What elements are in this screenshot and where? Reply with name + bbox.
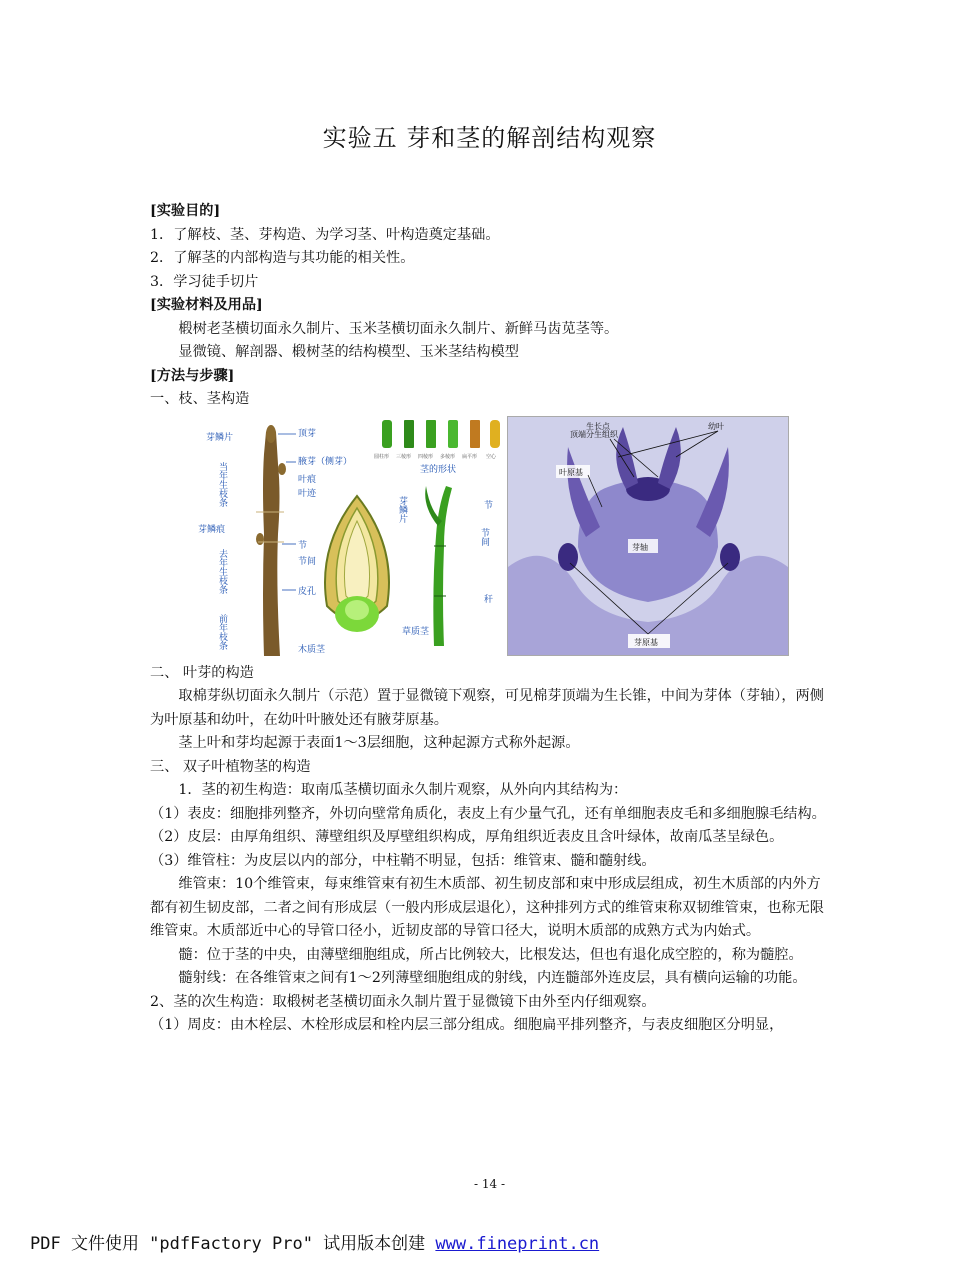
body-paragraph: （1）表皮：细胞排列整齐，外切向壁常角质化，表皮上有少量气孔，还有单细胞表皮毛和多细胞腺毛结构。 <box>150 805 826 822</box>
body-paragraph: 维管束：10个维管束，每束维管束有初生木质部、初生韧皮部和束中形成层组成，初生木质部的内外方都有初生韧皮部，二者之间有形成层（一般内形成层退化），这种排列方式的维管束称双韧维管束，也称无限维管束。木质部近中心的导管口径小，近韧皮部的导管口径大，说明木质部的成熟方式为内始式。 <box>150 876 824 939</box>
twig-label: 腋芽（侧芽） <box>298 456 353 467</box>
methods-heading: [方法与步骤] <box>150 367 235 384</box>
purpose-heading: [实验目的] <box>150 203 221 219</box>
shapes-caption: 茎的形状 <box>420 464 457 475</box>
twig-label: 叶迹 <box>298 488 317 499</box>
purpose-item: 3．学习徒手切片 <box>150 273 259 290</box>
twig-label: 节 <box>298 540 308 551</box>
pdf-footer <box>30 1229 599 1254</box>
body-paragraph: 三、 双子叶植物茎的构造 <box>150 758 311 775</box>
micro-label: 芽轴 <box>632 542 648 552</box>
purpose-item: 1．了解枝、茎、芽构造、为学习茎、叶构造奠定基础。 <box>150 226 500 243</box>
twig-label: 皮孔 <box>298 586 317 597</box>
micro-label: 芽原基 <box>634 637 658 647</box>
twig-label: 顶芽 <box>298 428 317 439</box>
stem-shapes-figure <box>372 416 507 652</box>
twig-label: 芽鳞痕 <box>198 524 226 535</box>
micro-label: 叶原基 <box>559 467 583 477</box>
footer-link[interactable]: www.fineprint.cn <box>435 1234 600 1254</box>
shape-sub-label: 三棱形 <box>396 453 412 460</box>
shape-sub-label: 圆柱形 <box>374 453 390 460</box>
body-paragraph: 髓射线：在各维管束之间有1～2列薄壁细胞组成的射线，内连髓部外连皮层，具有横向运输的功能。 <box>178 970 807 986</box>
page-title: 实验五 芽和茎的解剖结构观察 <box>322 124 657 152</box>
shape-sub-label: 多棱形 <box>440 453 456 460</box>
body-paragraph: （3）维管柱：为皮层以内的部分，中柱鞘不明显，包括：维管束、髓和髓射线。 <box>150 852 656 869</box>
shape-sub-label: 空心 <box>486 453 497 460</box>
body-paragraph: （2）皮层：由厚角组织、薄壁组织及厚壁组织构成，厚角组织近表皮且含叶绿体，故南瓜茎呈绿色。 <box>150 829 784 845</box>
shapes-label: 草质茎 <box>402 626 430 637</box>
twig-label: 前年枝条 <box>217 613 227 650</box>
footer-text: PDF 文件使用 "pdfFactory Pro" 试用版本创建 <box>30 1234 436 1254</box>
bud-micrograph <box>507 416 789 656</box>
shapes-label: 节间 <box>479 527 489 546</box>
body-paragraph: （1）周皮：由木栓层、木栓形成层和栓内层三部分组成。细胞扁平排列整齐，与表皮细胞区分明显， <box>150 1017 784 1033</box>
materials-heading: [实验材料及用品] <box>150 297 263 313</box>
shape-sub-label: 扁平形 <box>462 453 478 460</box>
twig-label: 木质茎 <box>298 644 326 655</box>
twig-label: 去年生枝条 <box>217 548 227 594</box>
body-paragraph: 茎上叶和芽均起源于表面1～3层细胞，这种起源方式称外起源。 <box>178 735 580 751</box>
body-paragraph: 1．茎的初生构造：取南瓜茎横切面永久制片观察，从外向内其结构为： <box>178 782 628 798</box>
body-paragraphs <box>150 662 830 1038</box>
twig-label: 当年生枝条 <box>217 461 227 507</box>
body-paragraph: 2、茎的次生构造：取椴树老茎横切面永久制片置于显微镜下由外至内仔细观察。 <box>150 993 656 1010</box>
micro-label: 生长点 <box>586 421 610 431</box>
shapes-label: 秆 <box>484 594 494 605</box>
step-heading: 一、枝、茎构造 <box>150 391 250 407</box>
page-number: - 14 - <box>473 1177 505 1191</box>
body-paragraph: 取棉芽纵切面永久制片（示范）置于显微镜下观察，可见棉芽顶端为生长锥，中间为芽体（芽轴），两侧为叶原基和幼叶，在幼叶叶腋处还有腋芽原基。 <box>150 688 824 728</box>
shapes-label: 芽鳞片 <box>397 495 407 523</box>
body-paragraph: 二、 叶芽的构造 <box>150 664 254 681</box>
twig-label: 芽鳞片 <box>206 432 234 443</box>
micro-label: 顶端分生组织 <box>570 429 618 439</box>
document-body <box>150 200 830 1038</box>
materials-item: 显微镜、解剖器、椴树茎的结构模型、玉米茎结构模型 <box>178 344 519 360</box>
materials-item: 椴树老茎横切面永久制片、玉米茎横切面永久制片、新鲜马齿苋茎等。 <box>178 320 619 337</box>
twig-label: 叶痕 <box>298 474 317 485</box>
shapes-label: 节 <box>484 500 494 511</box>
body-paragraph: 髓：位于茎的中央，由薄壁细胞组成，所占比例较大，比根发达，但也有退化成空腔的，称为髓腔。 <box>178 946 803 963</box>
purpose-item: 2．了解茎的内部构造与其功能的相关性。 <box>150 250 415 266</box>
figure-row <box>150 416 830 660</box>
micro-label: 幼叶 <box>708 421 724 431</box>
shape-sub-label: 四棱形 <box>418 453 434 460</box>
twig-label: 节间 <box>298 556 317 567</box>
